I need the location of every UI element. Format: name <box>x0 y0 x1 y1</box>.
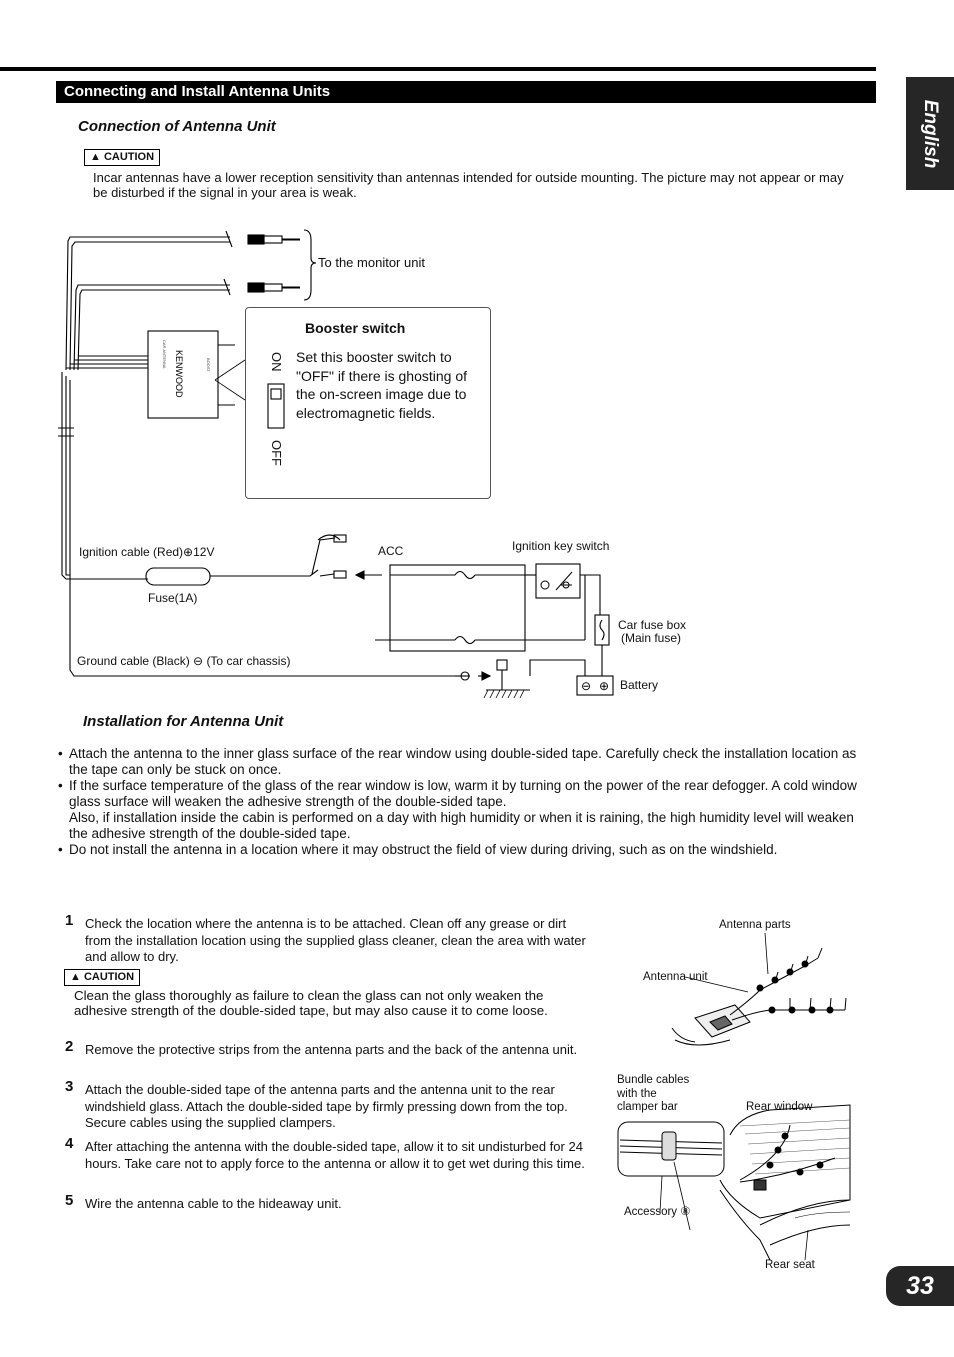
installation-bullets <box>58 746 868 858</box>
page-number: 33 <box>886 1266 954 1306</box>
rear-seat-label: Rear seat <box>765 1259 815 1271</box>
battery-label: Battery <box>620 678 659 692</box>
svg-text:BOOST: BOOST <box>206 358 211 373</box>
bullet-item: • Attach the antenna to the inner glass surface of the rear window using double-sided tape. Carefully check the installation location as the tape can only be stuck on once. <box>58 746 868 778</box>
language-label: English <box>920 99 941 168</box>
caution-label: CAUTION <box>83 971 135 983</box>
car-fuse-box-label: Car fuse box <box>618 618 687 632</box>
main-fuse-label: (Main fuse) <box>621 631 682 645</box>
with-the-label: with the <box>617 1088 657 1100</box>
antenna-parts-label: Antenna parts <box>719 919 791 931</box>
switch-off-label: OFF <box>269 440 284 466</box>
step-caution-text: Clean the glass thoroughly as failure to clean the glass can not only weaken the adhesive strength of the double-sided tape, but may also cause it to come loose. <box>74 988 548 1018</box>
step-number: 1 <box>65 912 74 929</box>
bullet-item: • Do not install the antenna in a location where it may obstruct the field of view during driving, such as on the windshield. <box>58 842 868 858</box>
installation-title: Installation for Antenna Unit <box>83 713 284 730</box>
fuse-label: Fuse(1A) <box>148 591 198 605</box>
step-number: 5 <box>65 1192 74 1209</box>
svg-text:CAR ANTENNA: CAR ANTENNA <box>162 340 167 369</box>
booster-title: Booster switch <box>305 320 406 336</box>
ignition-cable-label: Ignition cable (Red)⊕12V <box>79 545 215 559</box>
minus-icon: ⊖ <box>581 679 592 693</box>
ground-cable-label: Ground cable (Black) ⊖ (To car chassis) <box>77 654 291 668</box>
switch-on-label: ON <box>269 352 284 372</box>
step-number: 4 <box>65 1135 74 1152</box>
step-caution-badge <box>64 969 140 986</box>
step-text: Attach the double-sided tape of the antenna parts and the antenna unit to the rear windshield glass. Attach the double-sided tape by firmly pressing down from the top. Secure cables using the supplied clampers. <box>85 1082 568 1130</box>
plus-icon: ⊕ <box>599 679 610 693</box>
bundle-cables-label: Bundle cables <box>617 1074 690 1086</box>
monitor-label: To the monitor unit <box>318 255 425 270</box>
step-text: Wire the antenna cable to the hideaway unit. <box>85 1196 342 1211</box>
caution-text: Incar antennas have a lower reception sensitivity than antennas intended for outside mounting. The picture may not appear or may be disturbed if the signal in your area is weak. <box>93 170 844 200</box>
step-number: 3 <box>65 1078 74 1095</box>
bullet-item-continued: Also, if installation inside the cabin is performed on a day with high humidity or when it is raining, the high humidity level will weaken the adhesive strength of the double-sided tape. <box>69 810 854 841</box>
step-text: Check the location where the antenna is to be attached. Clean off any grease or dirt from the installation location using the supplied glass cleaner, clean the area with water and allow to dry. <box>85 916 586 964</box>
step-number: 2 <box>65 1038 74 1055</box>
step-text: Remove the protective strips from the antenna parts and the back of the antenna unit. <box>85 1042 578 1057</box>
rear-window-label: Rear window <box>746 1101 813 1113</box>
antenna-unit-label: Antenna unit <box>643 971 708 983</box>
section-title: Connecting and Install Antenna Units <box>56 81 876 103</box>
acc-label: ACC <box>378 544 404 558</box>
step-text: After attaching the antenna with the double-sided tape, allow it to sit undisturbed for 24 hours. Take care not to apply force to the antenna or allow it to get wet during this time. <box>85 1139 585 1171</box>
clamper-bar-label: clamper bar <box>617 1101 678 1113</box>
connection-title: Connection of Antenna Unit <box>78 118 276 135</box>
bullet-item: • If the surface temperature of the glass of the rear window is low, warm it by turning on the power of the rear defogger. A cold window glass surface will weaken the adhesive strength of the double-sided tape. <box>58 778 868 810</box>
ignition-key-label: Ignition key switch <box>512 539 610 553</box>
warning-icon: ▲ <box>90 151 101 163</box>
booster-text: Set this booster switch to "OFF" if there is ghosting of the on-screen image due to electromagnetic fields. <box>296 349 468 421</box>
accessory-label: Accessory ⑧ <box>624 1206 691 1218</box>
warning-icon: ▲ <box>70 971 81 983</box>
unit-brand: KENWOOD <box>174 350 184 398</box>
caution-label: CAUTION <box>103 151 155 163</box>
